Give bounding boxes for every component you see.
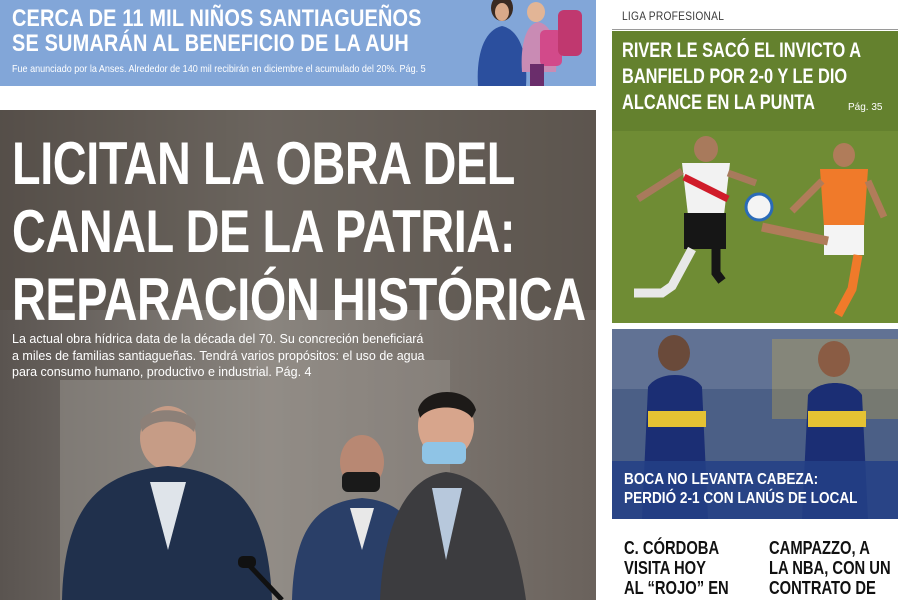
cordoba-headline-line2: VISITA HOY — [624, 558, 707, 578]
boca-headline — [624, 470, 857, 508]
main-summary-line1: La actual obra hídrica data de la década del 70. Su concreción beneficiará — [12, 332, 424, 346]
section-divider — [612, 29, 898, 30]
river-story[interactable] — [612, 31, 898, 323]
auh-banner[interactable] — [0, 0, 596, 86]
cordoba-headline-line1: C. CÓRDOBA — [624, 538, 720, 558]
river-headline-line3: ALCANCE EN LA PUNTA — [622, 91, 815, 114]
banner-headline-line2: SE SUMARÁN AL BENEFICIO DE LA AUH — [12, 30, 409, 57]
main-headline-line1: LICITAN LA OBRA DEL — [12, 130, 516, 197]
campazzo-headline-line1: CAMPAZZO, A — [769, 538, 870, 558]
main-summary-line3: para consumo humano, productivo e industrial. Pág. 4 — [12, 365, 312, 379]
main-summary-line2: a miles de familias santiagueñas. Tendrá varios propósitos: el uso de agua — [12, 348, 425, 363]
cordoba-story-headline[interactable] — [624, 538, 729, 598]
cordoba-headline-line3: AL “ROJO” EN — [624, 578, 729, 598]
river-page-ref: Pág. 35 — [848, 102, 883, 113]
campazzo-headline-line3: CONTRATO DE — [769, 578, 876, 598]
banner-headline — [12, 6, 422, 56]
boca-headline-line1: BOCA NO LEVANTA CABEZA: — [624, 471, 819, 488]
river-headline-line1: RIVER LE SACÓ EL INVICTO A — [622, 39, 862, 62]
column-separator — [596, 0, 610, 600]
banner-headline-line1: CERCA DE 11 MIL NIÑOS SANTIAGUEÑOS — [12, 5, 422, 32]
main-headline-line2: CANAL DE LA PATRIA: — [12, 198, 516, 265]
main-headline — [12, 130, 586, 334]
river-headline — [622, 38, 861, 116]
campazzo-story-headline[interactable] — [769, 538, 891, 598]
campazzo-headline-line2: LA NBA, CON UN — [769, 558, 891, 578]
banner-subtitle: Fue anunciado por la Anses. Alrededor de 140 mil recibirán en diciembre el acumulado del 20%. Pág. 5 — [12, 63, 426, 75]
main-headline-line3: REPARACIÓN HISTÓRICA — [12, 266, 586, 333]
boca-story[interactable] — [612, 329, 898, 519]
main-summary — [12, 331, 462, 381]
section-label: LIGA PROFESIONAL — [622, 9, 725, 23]
mother-child-photo — [470, 0, 596, 86]
main-story[interactable] — [0, 110, 596, 600]
boca-headline-line2: PERDIÓ 2-1 CON LANÚS DE LOCAL — [624, 490, 858, 507]
river-headline-line2: BANFIELD POR 2-0 Y LE DIO — [622, 65, 848, 88]
